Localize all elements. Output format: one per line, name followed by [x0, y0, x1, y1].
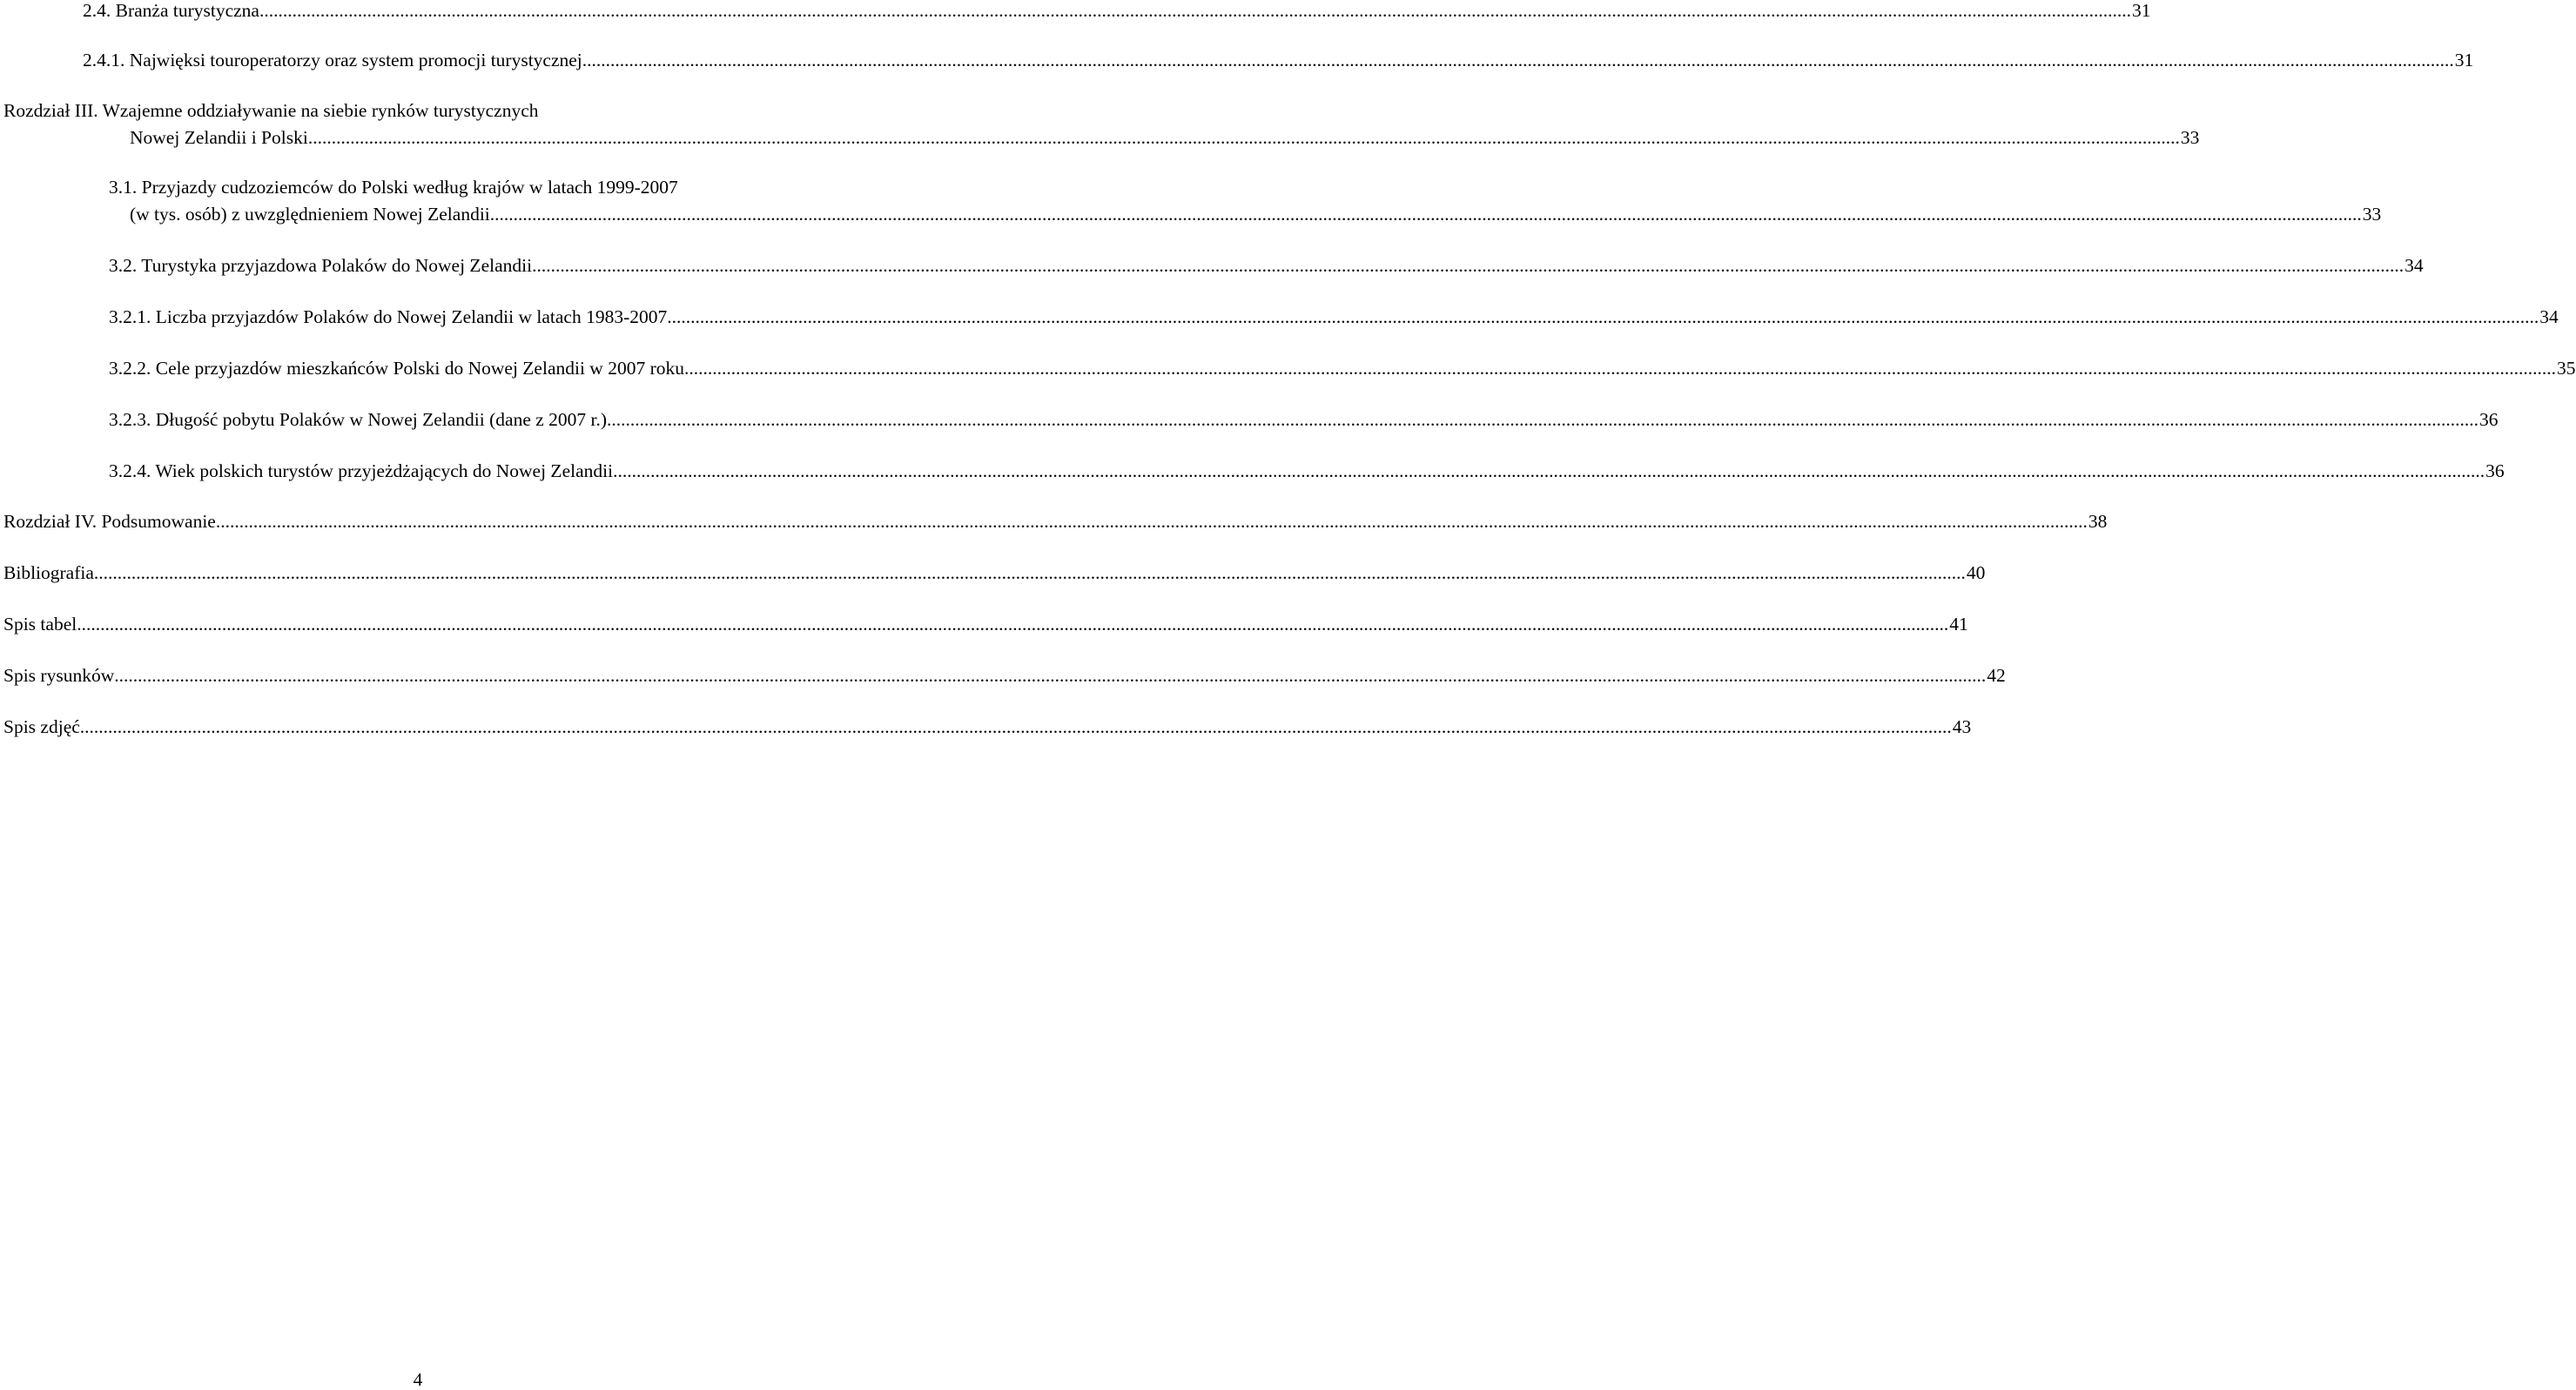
toc-entry-page: 31: [2131, 0, 2151, 21]
toc-entry-title-line: 3.1. Przyjazdy cudzoziemców do Polski według krajów w latach 1999-2007: [109, 177, 678, 198]
toc-entry[interactable]: [0, 358, 2576, 384]
toc-entry-title: 3.2. Turystyka przyjazdowa Polaków do Nowej Zelandii: [109, 255, 533, 276]
toc-entry-page: 38: [2088, 511, 2108, 532]
toc-entry-page: 40: [1966, 562, 1986, 583]
toc-entry-title-line: Rozdział III. Wzajemne oddziaływanie na siebie rynków turystycznych: [3, 100, 539, 121]
toc-entry-page: 33: [2362, 204, 2382, 225]
toc-entry-page: 42: [1987, 665, 2006, 686]
dot-leader: ................................................................................................................................................................................................................................................................................................................................................................................................................: [307, 127, 2180, 148]
dot-leader: ................................................................................................................................................................................................................................................................................................................................................................................................................: [582, 50, 2454, 71]
toc-entry-page: 36: [2479, 409, 2499, 430]
toc-entry-page: 34: [2539, 306, 2559, 327]
dot-leader: ................................................................................................................................................................................................................................................................................................................................................................................................................: [684, 358, 2556, 379]
toc-entry-title: 3.2.3. Długość pobytu Polaków w Nowej Zelandii (dane z 2007 r.): [109, 409, 608, 430]
toc-entry-page: 36: [2485, 460, 2505, 481]
toc-entry-title: 3.2.4. Wiek polskich turystów przyjeżdżających do Nowej Zelandii: [109, 460, 614, 481]
toc-entry-page: 31: [2454, 50, 2474, 71]
toc-entry-title: Rozdział IV. Podsumowanie: [3, 511, 216, 532]
toc-entry[interactable]: [0, 0, 2151, 26]
dot-leader: ................................................................................................................................................................................................................................................................................................................................................................................................................: [93, 562, 1966, 583]
toc-entry-title: Spis tabel: [3, 614, 77, 635]
toc-entry-page: 41: [1949, 614, 1968, 635]
toc-entry[interactable]: [0, 409, 2499, 435]
toc-entry[interactable]: [0, 665, 2006, 691]
dot-leader: ................................................................................................................................................................................................................................................................................................................................................................................................................: [667, 306, 2539, 327]
page-number: 4: [413, 1369, 423, 1390]
dot-leader: ................................................................................................................................................................................................................................................................................................................................................................................................................: [613, 460, 2485, 481]
toc-entry[interactable]: [0, 614, 1968, 640]
toc-entry-page: 43: [1952, 716, 1972, 737]
toc-entry[interactable]: [0, 127, 2200, 153]
toc-entry[interactable]: [0, 562, 1986, 588]
toc-entry-title: (w tys. osób) z uwzględnieniem Nowej Zelandii: [130, 204, 490, 225]
toc-entry-page: 34: [2404, 255, 2424, 276]
dot-leader: ................................................................................................................................................................................................................................................................................................................................................................................................................: [259, 0, 2131, 21]
toc-entry[interactable]: [0, 50, 2474, 76]
toc-entry[interactable]: [0, 306, 2559, 332]
toc-entry-title: Nowej Zelandii i Polski: [130, 127, 308, 148]
dot-leader: ................................................................................................................................................................................................................................................................................................................................................................................................................: [215, 511, 2088, 532]
dot-leader: ................................................................................................................................................................................................................................................................................................................................................................................................................: [489, 204, 2362, 225]
dot-leader: ................................................................................................................................................................................................................................................................................................................................................................................................................: [79, 716, 1952, 737]
toc-entry-title: Bibliografia: [3, 562, 94, 583]
toc-entry-title: 3.2.1. Liczba przyjazdów Polaków do Nowej Zelandii w latach 1983-2007: [109, 306, 668, 327]
toc-entry-title: Spis rysunków: [3, 665, 115, 686]
toc-entry-title: 2.4.1. Najwięksi touroperatorzy oraz system promocji turystycznej: [83, 50, 582, 71]
toc-entry-title: Spis zdjęć: [3, 716, 80, 737]
toc-entry-page: 35: [2557, 358, 2576, 379]
toc-entry-page: 33: [2180, 127, 2200, 148]
toc-entry[interactable]: [0, 460, 2505, 487]
dot-leader: ................................................................................................................................................................................................................................................................................................................................................................................................................: [77, 614, 1949, 635]
toc-entry[interactable]: [0, 255, 2424, 281]
dot-leader: ................................................................................................................................................................................................................................................................................................................................................................................................................: [114, 665, 1987, 686]
dot-leader: ................................................................................................................................................................................................................................................................................................................................................................................................................: [532, 255, 2404, 276]
dot-leader: ................................................................................................................................................................................................................................................................................................................................................................................................................: [607, 409, 2479, 430]
toc-entry[interactable]: [0, 716, 1972, 742]
toc-entry[interactable]: [0, 511, 2108, 537]
toc-entry-title: 2.4. Branża turystyczna: [83, 0, 259, 21]
toc-entry[interactable]: [0, 204, 2382, 230]
toc-entry-title: 3.2.2. Cele przyjazdów mieszkańców Polski do Nowej Zelandii w 2007 roku: [109, 358, 684, 379]
